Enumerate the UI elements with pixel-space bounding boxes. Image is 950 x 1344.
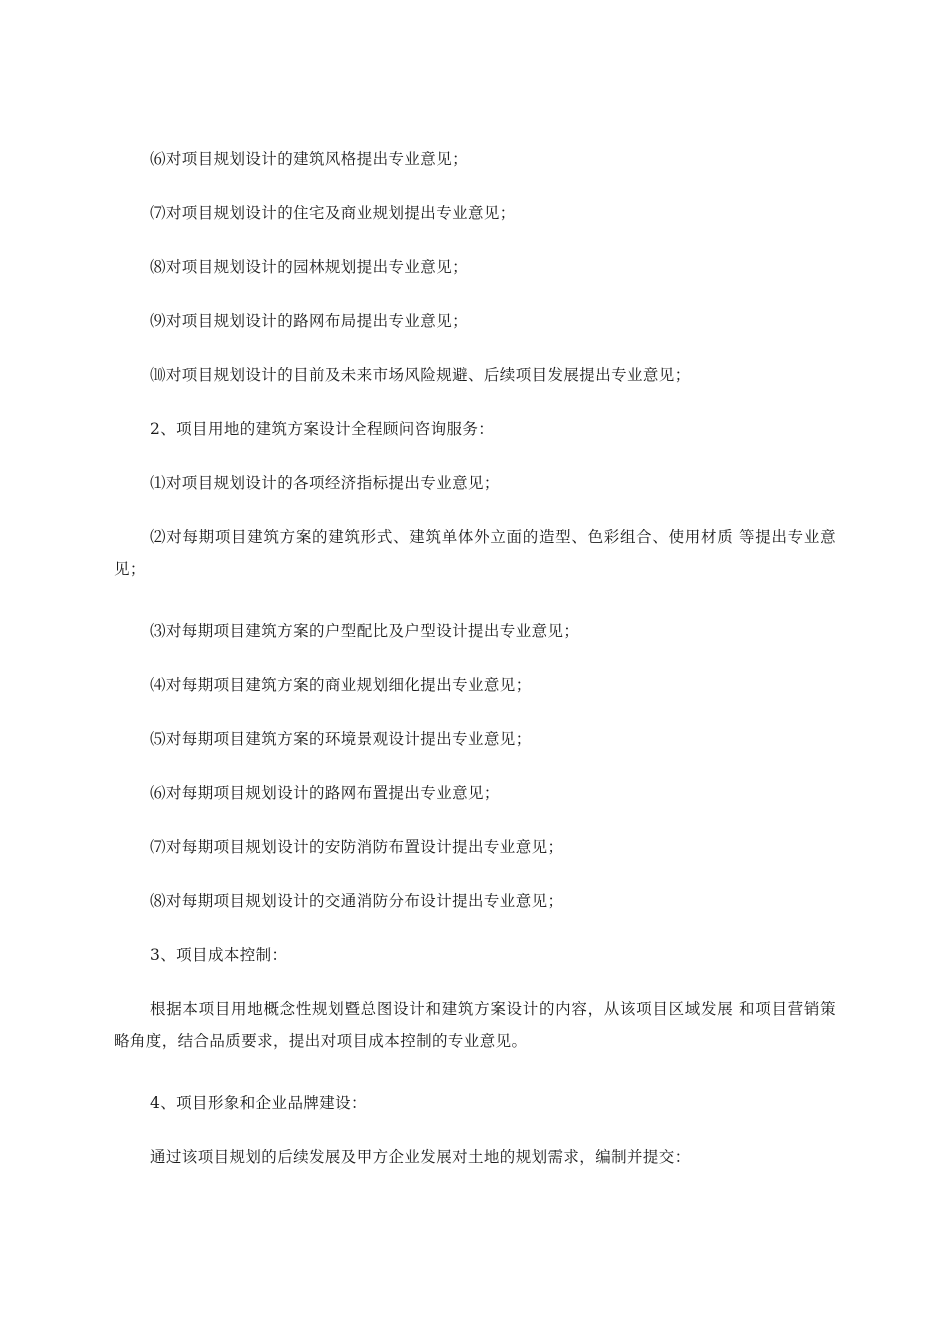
section-2-item-7: ⑺对每期项目规划设计的安防消防布置设计提出专业意见； <box>150 838 564 856</box>
item-10-market-risk: ⑽对项目规划设计的目前及未来市场风险规避、后续项目发展提出专业意见； <box>150 366 691 384</box>
section-2-item-4: ⑷对每期项目建筑方案的商业规划细化提出专业意见； <box>150 676 532 694</box>
section-3-heading: 3、项目成本控制： <box>150 946 288 964</box>
section-4-heading: 4、项目形象和企业品牌建设： <box>150 1094 367 1112</box>
section-2-item-5: ⑸对每期项目建筑方案的环境景观设计提出专业意见； <box>150 730 532 748</box>
item-8-landscape: ⑻对项目规划设计的园林规划提出专业意见； <box>150 258 469 276</box>
section-2-item-6: ⑹对每期项目规划设计的路网布置提出专业意见； <box>150 784 500 802</box>
item-7-residential-commercial: ⑺对项目规划设计的住宅及商业规划提出专业意见； <box>150 204 516 222</box>
section-2-item-3: ⑶对每期项目建筑方案的户型配比及户型设计提出专业意见； <box>150 622 580 640</box>
section-2-item-8: ⑻对每期项目规划设计的交通消防分布设计提出专业意见； <box>150 892 564 910</box>
section-2-item-2: ⑵对每期项目建筑方案的建筑形式、建筑单体外立面的造型、色彩组合、使用材质 等提出专业意见； <box>114 528 836 578</box>
section-3-body: 根据本项目用地概念性规划暨总图设计和建筑方案设计的内容，从该项目区域发展 和项目营销策略角度，结合品质要求，提出对项目成本控制的专业意见。 <box>114 1000 836 1050</box>
item-9-road-network: ⑼对项目规划设计的路网布局提出专业意见； <box>150 312 469 330</box>
section-2-item-1: ⑴对项目规划设计的各项经济指标提出专业意见； <box>150 474 500 492</box>
item-6-architectural-style: ⑹对项目规划设计的建筑风格提出专业意见； <box>150 150 469 168</box>
section-4-body: 通过该项目规划的后续发展及甲方企业发展对土地的规划需求，编制并提交： <box>150 1148 691 1166</box>
section-2-heading: 2、项目用地的建筑方案设计全程顾问咨询服务： <box>150 420 495 438</box>
